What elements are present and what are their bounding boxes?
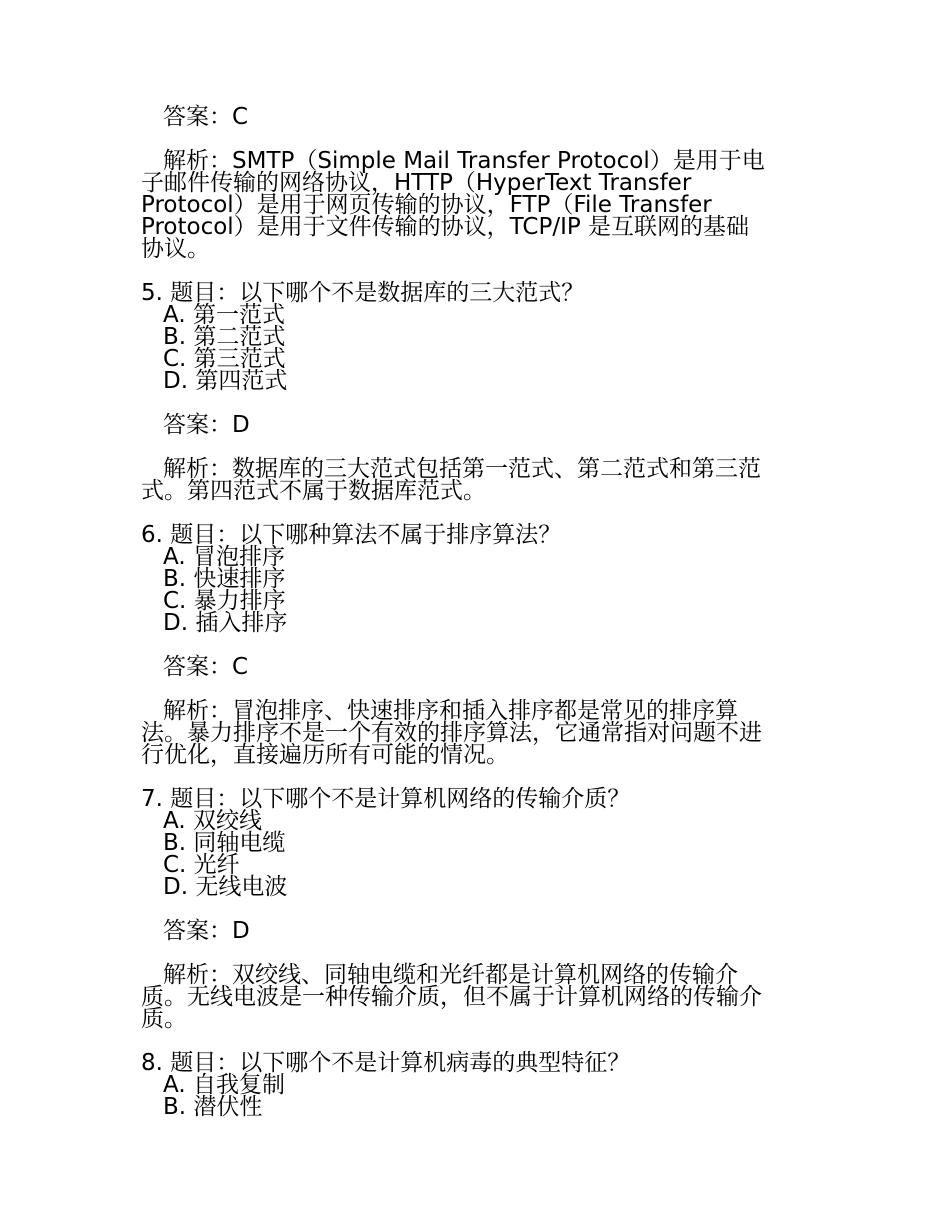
explanation-line: 法。暴力排序不是一个有效的排序算法，它通常指对问题不进: [141, 720, 762, 746]
explanation-line: Protocol）是用于网页传输的协议，FTP（File Transfer: [141, 192, 712, 218]
answer-line: 答案：D: [163, 412, 250, 438]
answer-line: 答案：D: [163, 918, 250, 944]
question-block: [141, 788, 813, 1030]
option-c: C. 第三范式: [163, 346, 286, 372]
question-title: 5. 题目：以下哪个不是数据库的三大范式？: [141, 280, 585, 306]
option-a: A. 双绞线: [163, 808, 262, 834]
explanation-line: 式。第四范式不属于数据库范式。: [141, 478, 486, 504]
question-block: [141, 282, 813, 502]
document-content: [141, 106, 813, 1118]
explanation-line: 子邮件传输的网络协议，HTTP（HyperText Transfer: [141, 170, 692, 196]
explanation-line: 解析：SMTP（Simple Mail Transfer Protocol）是用于电: [163, 148, 765, 174]
explanation-line: 解析：双绞线、同轴电缆和光纤都是计算机网络的传输介: [163, 962, 738, 988]
option-b: B. 潜伏性: [163, 1094, 263, 1120]
explanation-line: Protocol）是用于文件传输的协议，TCP/IP 是互联网的基础: [141, 214, 750, 240]
explanation-line: 质。无线电波是一种传输介质，但不属于计算机网络的传输介: [141, 984, 762, 1010]
explanation-line: 解析：冒泡排序、快速排序和插入排序都是常见的排序算: [163, 698, 738, 724]
option-d: D. 第四范式: [163, 368, 288, 394]
question-block: [141, 524, 813, 766]
question-title: 6. 题目：以下哪种算法不属于排序算法？: [141, 522, 562, 548]
option-c: C. 暴力排序: [163, 588, 286, 614]
option-b: B. 第二范式: [163, 324, 286, 350]
option-a: A. 冒泡排序: [163, 544, 285, 570]
explanation-line: 质。: [141, 1006, 187, 1032]
question-title: 8. 题目：以下哪个不是计算机病毒的典型特征？: [141, 1050, 631, 1076]
question-block: [141, 1052, 813, 1118]
explanation-block: [141, 700, 813, 766]
explanation-line: 协议。: [141, 236, 210, 262]
answer-line: 答案：C: [163, 104, 249, 130]
option-d: D. 无线电波: [163, 874, 288, 900]
option-a: A. 第一范式: [163, 302, 285, 328]
option-b: B. 同轴电缆: [163, 830, 286, 856]
option-d: D. 插入排序: [163, 610, 288, 636]
explanation-block: [141, 458, 813, 502]
explanation-line: 行优化，直接遍历所有可能的情况。: [141, 742, 509, 768]
explanation-line: 解析：数据库的三大范式包括第一范式、第二范式和第三范: [163, 456, 761, 482]
explanation-block: [141, 150, 813, 260]
option-b: B. 快速排序: [163, 566, 286, 592]
option-a: A. 自我复制: [163, 1072, 285, 1098]
answer-line: 答案：C: [163, 654, 249, 680]
question-title: 7. 题目：以下哪个不是计算机网络的传输介质？: [141, 786, 631, 812]
explanation-block: [141, 964, 813, 1030]
option-c: C. 光纤: [163, 852, 240, 878]
